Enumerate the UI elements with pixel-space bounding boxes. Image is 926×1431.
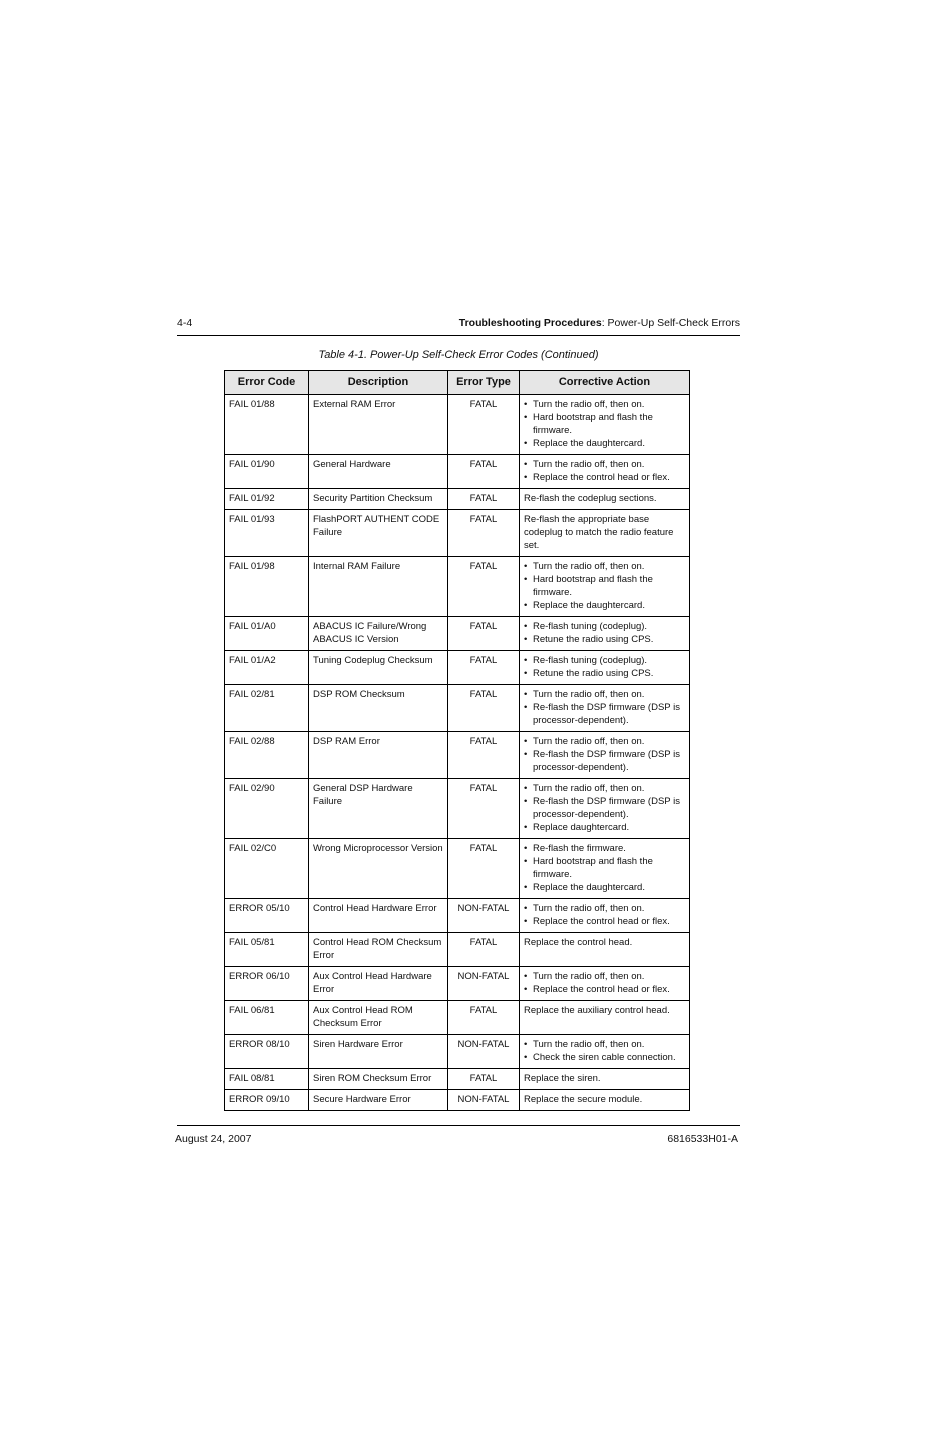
corrective-action-item: • Turn the radio off, then on. bbox=[524, 902, 685, 915]
table-row bbox=[225, 685, 690, 732]
corrective-action-cell bbox=[520, 899, 690, 933]
error-code-cell: FAIL 02/90 bbox=[225, 779, 309, 839]
corrective-action-list bbox=[524, 902, 685, 928]
column-header-error-type: Error Type bbox=[448, 371, 520, 395]
description-cell: Internal RAM Failure bbox=[309, 557, 448, 617]
corrective-action-item: • Turn the radio off, then on. bbox=[524, 398, 685, 411]
description-cell: Security Partition Checksum bbox=[309, 489, 448, 510]
error-type-cell: FATAL bbox=[448, 651, 520, 685]
error-type-cell: FATAL bbox=[448, 732, 520, 779]
error-code-cell: ERROR 06/10 bbox=[225, 967, 309, 1001]
description-cell: FlashPORT AUTHENT CODE Failure bbox=[309, 510, 448, 557]
corrective-action-item: • Hard bootstrap and flash the firmware. bbox=[524, 411, 685, 437]
corrective-action-item: • Replace the control head or flex. bbox=[524, 471, 685, 484]
corrective-action-item: • Replace the control head or flex. bbox=[524, 915, 685, 928]
error-type-cell: NON-FATAL bbox=[448, 1035, 520, 1069]
page-header bbox=[177, 317, 740, 331]
table-row bbox=[225, 967, 690, 1001]
corrective-action-item: • Retune the radio using CPS. bbox=[524, 667, 685, 680]
corrective-action-cell: Replace the control head. bbox=[520, 933, 690, 967]
corrective-action-item: • Replace the daughtercard. bbox=[524, 881, 685, 894]
error-type-cell: FATAL bbox=[448, 617, 520, 651]
corrective-action-cell: Replace the siren. bbox=[520, 1069, 690, 1090]
corrective-action-cell bbox=[520, 395, 690, 455]
running-title-section: Troubleshooting Procedures bbox=[458, 317, 602, 329]
corrective-action-item: • Re-flash tuning (codeplug). bbox=[524, 654, 685, 667]
error-code-cell: FAIL 02/88 bbox=[225, 732, 309, 779]
page-footer bbox=[175, 1133, 738, 1147]
page-number: 4-4 bbox=[177, 317, 193, 329]
description-cell: General Hardware bbox=[309, 455, 448, 489]
table-row bbox=[225, 395, 690, 455]
table-header-row bbox=[225, 371, 690, 395]
error-code-cell: FAIL 01/A0 bbox=[225, 617, 309, 651]
corrective-action-cell: Re-flash the codeplug sections. bbox=[520, 489, 690, 510]
corrective-action-item: • Turn the radio off, then on. bbox=[524, 688, 685, 701]
table-row bbox=[225, 839, 690, 899]
corrective-action-cell bbox=[520, 685, 690, 732]
table-body bbox=[225, 395, 690, 1111]
table-row bbox=[225, 557, 690, 617]
error-code-cell: FAIL 02/C0 bbox=[225, 839, 309, 899]
table-row bbox=[225, 933, 690, 967]
error-type-cell: FATAL bbox=[448, 685, 520, 732]
description-cell: Aux Control Head Hardware Error bbox=[309, 967, 448, 1001]
error-type-cell: FATAL bbox=[448, 779, 520, 839]
corrective-action-cell bbox=[520, 1035, 690, 1069]
error-type-cell: FATAL bbox=[448, 489, 520, 510]
corrective-action-cell bbox=[520, 455, 690, 489]
error-code-cell: FAIL 01/88 bbox=[225, 395, 309, 455]
description-cell: Siren Hardware Error bbox=[309, 1035, 448, 1069]
error-code-cell: FAIL 01/93 bbox=[225, 510, 309, 557]
running-title-subsection: : Power-Up Self-Check Errors bbox=[601, 317, 740, 329]
corrective-action-item: • Turn the radio off, then on. bbox=[524, 782, 685, 795]
error-code-cell: FAIL 01/98 bbox=[225, 557, 309, 617]
table-row bbox=[225, 1090, 690, 1111]
corrective-action-cell: Replace the secure module. bbox=[520, 1090, 690, 1111]
corrective-action-list bbox=[524, 458, 685, 484]
corrective-action-cell bbox=[520, 779, 690, 839]
corrective-action-item: • Turn the radio off, then on. bbox=[524, 970, 685, 983]
corrective-action-list bbox=[524, 654, 685, 680]
corrective-action-list bbox=[524, 1038, 685, 1064]
corrective-action-cell bbox=[520, 839, 690, 899]
corrective-action-item: • Re-flash the DSP firmware (DSP is processor-dependent). bbox=[524, 748, 685, 774]
corrective-action-cell bbox=[520, 557, 690, 617]
error-type-cell: FATAL bbox=[448, 839, 520, 899]
corrective-action-cell bbox=[520, 651, 690, 685]
corrective-action-item: • Retune the radio using CPS. bbox=[524, 633, 685, 646]
corrective-action-list bbox=[524, 620, 685, 646]
error-code-cell: FAIL 01/A2 bbox=[225, 651, 309, 685]
table-row bbox=[225, 651, 690, 685]
error-type-cell: FATAL bbox=[448, 1001, 520, 1035]
description-cell: Control Head Hardware Error bbox=[309, 899, 448, 933]
error-code-cell: ERROR 05/10 bbox=[225, 899, 309, 933]
corrective-action-list bbox=[524, 735, 685, 774]
error-type-cell: FATAL bbox=[448, 455, 520, 489]
footer-doc-number: 6816533H01-A bbox=[667, 1133, 738, 1145]
table-row bbox=[225, 1069, 690, 1090]
corrective-action-cell: Re-flash the appropriate base codeplug to match the radio feature set. bbox=[520, 510, 690, 557]
corrective-action-item: • Turn the radio off, then on. bbox=[524, 458, 685, 471]
table-row bbox=[225, 617, 690, 651]
description-cell: General DSP Hardware Failure bbox=[309, 779, 448, 839]
description-cell: Tuning Codeplug Checksum bbox=[309, 651, 448, 685]
error-code-cell: ERROR 09/10 bbox=[225, 1090, 309, 1111]
description-cell: Siren ROM Checksum Error bbox=[309, 1069, 448, 1090]
corrective-action-cell bbox=[520, 732, 690, 779]
table-caption: Table 4-1. Power-Up Self-Check Error Codes (Continued) bbox=[318, 349, 599, 361]
error-type-cell: FATAL bbox=[448, 395, 520, 455]
corrective-action-item: • Re-flash tuning (codeplug). bbox=[524, 620, 685, 633]
description-cell: Aux Control Head ROM Checksum Error bbox=[309, 1001, 448, 1035]
footer-rule bbox=[177, 1125, 740, 1126]
error-code-cell: FAIL 02/81 bbox=[225, 685, 309, 732]
error-type-cell: NON-FATAL bbox=[448, 899, 520, 933]
table-row bbox=[225, 489, 690, 510]
error-type-cell: NON-FATAL bbox=[448, 967, 520, 1001]
table-row bbox=[225, 455, 690, 489]
table-row bbox=[225, 899, 690, 933]
corrective-action-cell bbox=[520, 967, 690, 1001]
error-type-cell: FATAL bbox=[448, 933, 520, 967]
column-header-error-code: Error Code bbox=[225, 371, 309, 395]
footer-date: August 24, 2007 bbox=[175, 1133, 252, 1145]
corrective-action-item: • Hard bootstrap and flash the firmware. bbox=[524, 855, 685, 881]
description-cell: Wrong Microprocessor Version bbox=[309, 839, 448, 899]
corrective-action-list bbox=[524, 782, 685, 834]
error-code-cell: FAIL 01/92 bbox=[225, 489, 309, 510]
corrective-action-list bbox=[524, 560, 685, 612]
error-code-cell: FAIL 05/81 bbox=[225, 933, 309, 967]
error-code-cell: FAIL 06/81 bbox=[225, 1001, 309, 1035]
corrective-action-item: • Turn the radio off, then on. bbox=[524, 1038, 685, 1051]
corrective-action-list bbox=[524, 970, 685, 996]
corrective-action-item: • Re-flash the DSP firmware (DSP is processor-dependent). bbox=[524, 701, 685, 727]
error-type-cell: FATAL bbox=[448, 1069, 520, 1090]
error-type-cell: NON-FATAL bbox=[448, 1090, 520, 1111]
error-code-cell: FAIL 08/81 bbox=[225, 1069, 309, 1090]
corrective-action-item: • Check the siren cable connection. bbox=[524, 1051, 685, 1064]
error-type-cell: FATAL bbox=[448, 510, 520, 557]
corrective-action-list bbox=[524, 398, 685, 450]
corrective-action-list bbox=[524, 842, 685, 894]
corrective-action-item: • Turn the radio off, then on. bbox=[524, 735, 685, 748]
corrective-action-item: • Replace the control head or flex. bbox=[524, 983, 685, 996]
error-code-cell: ERROR 08/10 bbox=[225, 1035, 309, 1069]
corrective-action-item: • Re-flash the firmware. bbox=[524, 842, 685, 855]
column-header-corrective-action: Corrective Action bbox=[520, 371, 690, 395]
corrective-action-cell: Replace the auxiliary control head. bbox=[520, 1001, 690, 1035]
error-codes-table bbox=[224, 370, 690, 1111]
corrective-action-item: • Hard bootstrap and flash the firmware. bbox=[524, 573, 685, 599]
error-type-cell: FATAL bbox=[448, 557, 520, 617]
header-rule bbox=[177, 335, 740, 336]
corrective-action-item: • Replace the daughtercard. bbox=[524, 599, 685, 612]
running-title bbox=[459, 317, 740, 329]
description-cell: DSP ROM Checksum bbox=[309, 685, 448, 732]
column-header-description: Description bbox=[309, 371, 448, 395]
description-cell: DSP RAM Error bbox=[309, 732, 448, 779]
description-cell: ABACUS IC Failure/Wrong ABACUS IC Version bbox=[309, 617, 448, 651]
description-cell: Control Head ROM Checksum Error bbox=[309, 933, 448, 967]
corrective-action-item: • Re-flash the DSP firmware (DSP is processor-dependent). bbox=[524, 795, 685, 821]
corrective-action-item: • Replace the daughtercard. bbox=[524, 437, 685, 450]
table-row bbox=[225, 779, 690, 839]
description-cell: Secure Hardware Error bbox=[309, 1090, 448, 1111]
corrective-action-list bbox=[524, 688, 685, 727]
table-row bbox=[225, 1001, 690, 1035]
corrective-action-cell bbox=[520, 617, 690, 651]
table-row bbox=[225, 732, 690, 779]
table-row bbox=[225, 1035, 690, 1069]
table-row bbox=[225, 510, 690, 557]
corrective-action-item: • Replace daughtercard. bbox=[524, 821, 685, 834]
error-code-cell: FAIL 01/90 bbox=[225, 455, 309, 489]
description-cell: External RAM Error bbox=[309, 395, 448, 455]
corrective-action-item: • Turn the radio off, then on. bbox=[524, 560, 685, 573]
